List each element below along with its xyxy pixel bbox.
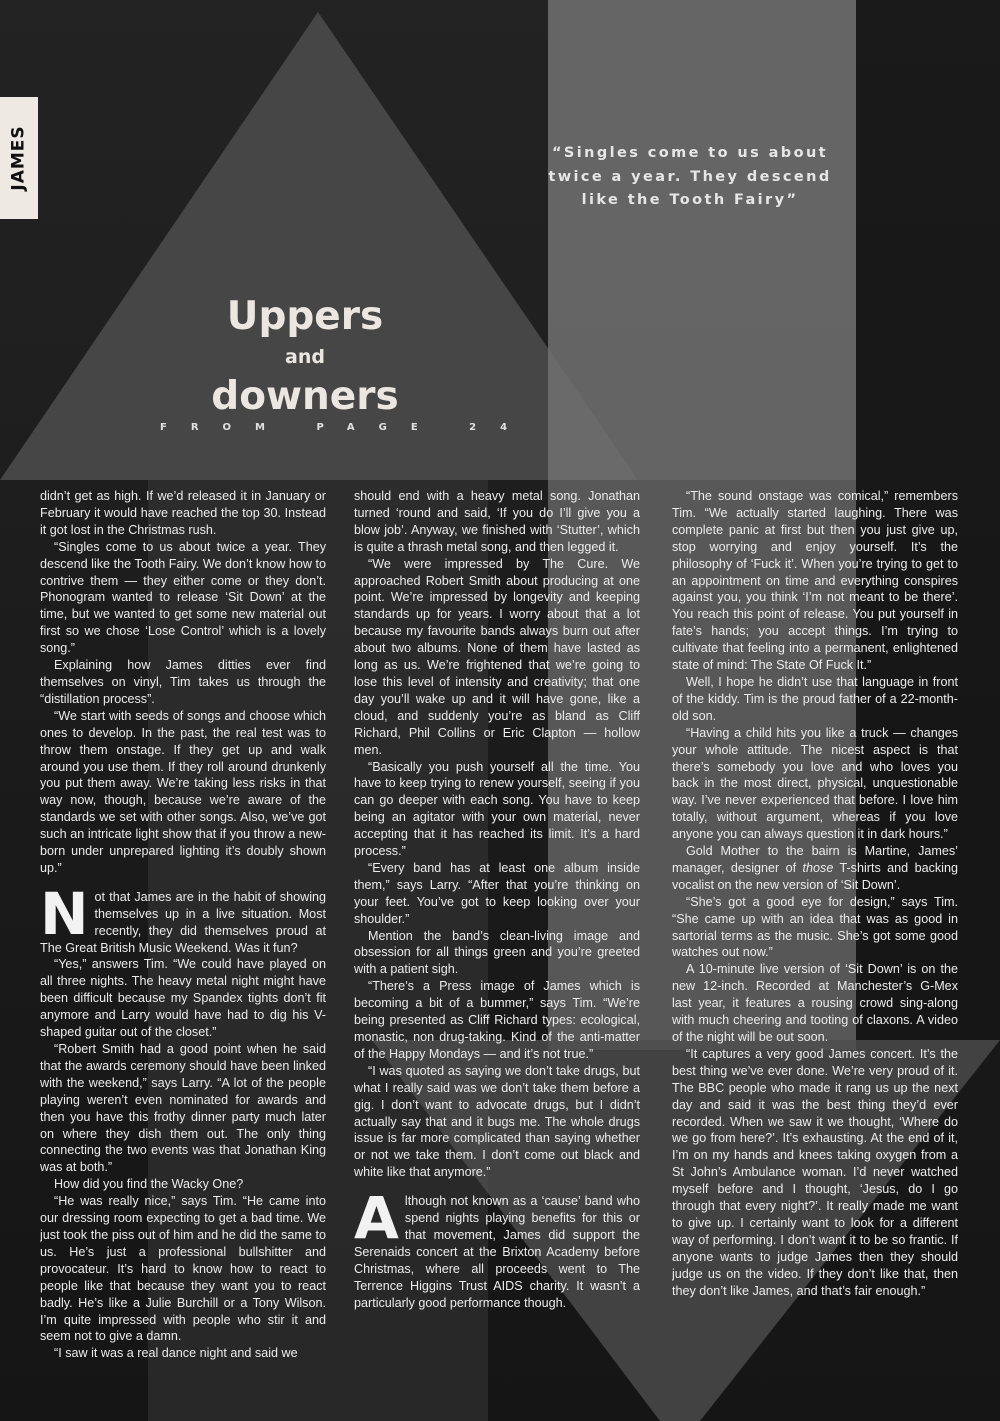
paragraph: didn’t get as high. If we’d released it in January or February it would have reached the top 30. Instead it got lost in the Christmas rush. — [40, 489, 326, 537]
continued-from-kicker: FROM PAGE 24 — [160, 422, 532, 433]
headline-line-1: Uppers — [226, 294, 384, 339]
paragraph: “We were impressed by The Cure. We approached Robert Smith about producing at one point. We’re impressed by longevity and keeping standards up for years. I worry about that a lot because my favourite bands always burn out after about two albums. None of them have lasted as long as us. We’re frightened that we’re going to lose this level of intensity and creativity; that one day you’ll wake up and it will have gone, like a cloud, and suddenly you’re as bland as Cliff Richard, Phil Collins or Eric Clapton — hollow men. — [354, 556, 640, 757]
paragraph: “I was quoted as saying we don’t take drugs, but what I really said was we don’t take them before a gig. I don’t want to advocate drugs, but I didn’t actually say that and it bugs me. The whole drugs issue is far more complicated than saying whether or not we take them. I don’t come out black and white like that anymore.” — [354, 1063, 640, 1180]
paragraph: “I saw it was a real dance night and said we — [54, 1346, 298, 1361]
paragraph: “Basically you push yourself all the time. You have to keep trying to renew yourself, seeing if you can go deeper with each song. You have to keep being an agitator with your own material, never accepting that it has reached its limit. It’s a hard process.” — [354, 759, 640, 859]
headline-line-2: and — [285, 346, 325, 368]
paragraph: “There’s a Press image of James which is becoming a bit of a bummer,” says Tim. “We’re being presented as Cliff Richard types: ecological, monastic, non drug-taking. Kind of the anti-matter of the Happy Mondays — and it’s not true.” — [354, 979, 640, 1061]
dropcap-paragraph-text: lthough not known as a ‘cause’ band who spend nights playing benefits for this or that movement, James did support the Serenaids concert at the Brixton Academy before Christmas, where all proceeds went to The Terrence Higgins Trust AIDS charity. It wasn’t a particularly good performance though. — [354, 1194, 640, 1310]
dropcap-paragraph — [354, 1184, 640, 1311]
paragraph: A 10-minute live version of ‘Sit Down’ is on the new 12-inch. Recorded at Manchester’s G-Mex last year, it features a rousing crowd sing-along with much cheering and tooting of claxons. A video of the night will be out soon. — [672, 962, 958, 1044]
drop-cap: A — [354, 1184, 399, 1253]
section-tab-label: JAMES — [9, 125, 30, 191]
dropcap-paragraph — [40, 879, 326, 957]
paragraph: “The sound onstage was comical,” remembers Tim. “We actually started laughing. There was complete panic at first but then you just give up, stop worrying and enjoy yourself. It’s the philosophy of ‘Fuck it’. When you’re trying to get to an appointment on time and everything conspires against you, you think ‘I’m not meant to be there’. You reach this point of release. You put yourself in fate’s hands; you accept things. I’m trying to cultivate that feeling into a permanent, enlightened state of mind: The State Of Fuck It.” — [672, 489, 958, 673]
paragraph: “Having a child hits you like a truck — changes your whole attitude. The nicest aspect is that there’s somebody you love and who loves you back in the most direct, physical, unquestionable way. I’ve never experienced that before. I love him totally, without argument, whereas if you love anyone you can always question it in dark hours.” — [672, 725, 958, 842]
dropcap-paragraph-text: ot that James are in the habit of showing themselves up in a live situation. Most recently, they did themselves proud at The Great British Music Weekend. Was it fun? — [40, 889, 326, 955]
paragraph: “He was really nice,” says Tim. “He came into our dressing room expecting to get a bad time. We just took the piss out of him and he did the same to us. He’s just a professional bullshitter and provocateur. It’s hard to know how to react to people like that because they want you to react badly. He’s like a Julie Burchill or a Tony Wilson. I’m quite impressed with people who stir it and seem not to give a damn. — [40, 1194, 326, 1344]
paragraph: “We start with seeds of songs and choose which ones to develop. In the past, the real test was to throw them onstage. If they get up and walk around you use them. If they roll around drunkenly you put them away. We’re taking less risks in that way now, though, because we’re aware of the standards we set with other songs. Also, we’ve got such an intricate light show that if you throw a new-born under unprepared lighting it’s doubly shown up.” — [40, 708, 326, 875]
headline — [175, 292, 435, 422]
bar-highlight — [548, 0, 856, 480]
paragraph: Well, I hope he didn’t use that language in front of the kiddy. Tim is the proud father of a 22-month-old son. — [672, 674, 958, 723]
paragraph: “Robert Smith had a good point when he said that the awards ceremony should have been linked with the weekend,” says Larry. “A lot of the people playing weren’t even nominated for awards and then you have this frothy dinner party much later on where they dish them out. The only thing connecting the two events was that Jonathan King was at both.” — [40, 1042, 326, 1175]
paragraph: “It captures a very good James concert. It’s the best thing we’ve ever done. We’re very proud of it. The BBC people who made it rang us up the next day and said it was the best thing they’d ever recorded. When we saw it we thought, ‘Where do we go from here?’. It’s exhausting. At the end of it, I’m on my hands and knees taking oxygen from a St John’s Ambulance woman. I’d never watched myself before and I thought, ‘Jesus, do I go through that every night?’. It really made me want to give up. I certainly want to look for a different way of performing. I don’t want it to be so frantic. If anyone wants to judge James then they should judge us on the video. If they don’t like that, then they don’t like James, and that’s fair enough.” — [672, 1046, 958, 1298]
text-run: Gold Mother to the bairn is Martine, James’ manager, designer of — [672, 844, 958, 875]
headline-line-3: downers — [211, 374, 399, 419]
emphasis: those — [802, 860, 834, 875]
paragraph: How did you find the Wacky One? — [54, 1177, 244, 1192]
paragraph: Explaining how James ditties ever find themselves on vinyl, Tim takes us through the “distillation process”. — [40, 658, 326, 706]
pull-quote: “Singles come to us about twice a year. They descend like the Tooth Fairy” — [548, 145, 832, 208]
paragraph: should end with a heavy metal song. Jonathan turned ‘round and said, ‘If you do I’ll give you a blow job’. Anyway, we finished with ‘Stutter’, which is quite a thrash metal song, and then legged it. — [354, 489, 640, 554]
article-column-3 — [672, 488, 958, 1388]
article-column-2 — [354, 488, 640, 1388]
text-run: T-shirts and backing vocalist on the new version of ‘Sit Down’. — [672, 860, 958, 892]
paragraph: “Yes,” answers Tim. “We could have played on all three nights. The heavy metal night might have been difficult because my Spandex tights don’t fit anymore and Larry would have had to dig his V-shaped guitar out of the closet.” — [40, 957, 326, 1040]
paragraph: “Every band has at least one album inside them,” says Larry. “After that you’re thinking on your feet. You’ve got to keep looking over your shoulder.” — [354, 860, 640, 926]
paragraph: “She’s got a good eye for design,” says Tim. “She came up with an idea that was as good in sartorial terms as the music. She’s got some good watches out now.” — [672, 894, 958, 960]
paragraph: “Singles come to us about twice a year. They descend like the Tooth Fairy. We don’t know how to contrive them — they either come or they don’t. Phonogram wanted to release ‘Sit Down’ at the time, but we wanted to get some new material out first so we chose ‘Lose Control’ which is a lovely song.” — [40, 539, 326, 656]
section-tab — [0, 97, 38, 219]
paragraph — [672, 843, 958, 894]
drop-cap: N — [40, 879, 89, 948]
paragraph: Mention the band’s clean-living image and obsession for all things green and you’re greeted with a patient sigh. — [354, 928, 640, 977]
article-column-1 — [40, 488, 326, 1388]
